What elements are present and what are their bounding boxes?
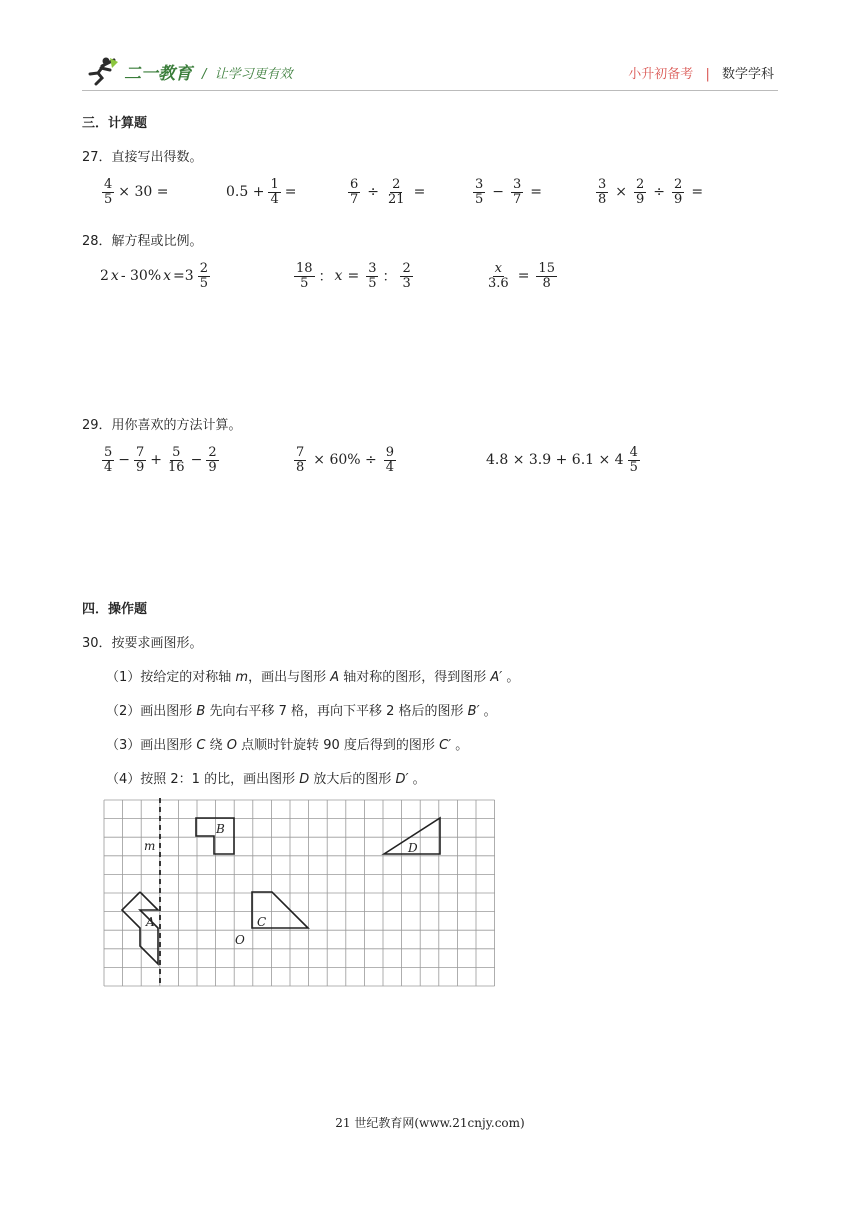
question-27-prompt: 27．直接写出得数。 <box>82 150 203 165</box>
logo-text: 二一教育 <box>124 63 192 84</box>
header-divider: | <box>705 67 710 82</box>
q27-expr-2: 0.5 + $\frac{1}{4}$ = <box>226 177 297 207</box>
q29-expr-3: 4.8 × 3.9 + 6.1 × 4 $\frac{4}{5}$ <box>486 445 638 475</box>
section-title-3: 三．计算题 <box>82 116 148 131</box>
shape-b <box>196 818 234 854</box>
grid-figure <box>100 796 500 990</box>
grid-lines <box>104 800 495 986</box>
q28-expr-3: $\frac{x}{3.6}$ = $\frac{15}{8}$ <box>488 261 555 291</box>
q30-item-4: （4）按照 2：1 的比，画出图形 D 放大后的图形 D′ 。 <box>106 772 426 787</box>
q28-expr-2: $\frac{18}{5}$ ： x = $\frac{3}{5}$ ： $\frac{2}{3}$ <box>296 261 411 291</box>
q28-expr-1: 2 x - 30% x =3 $\frac{2}{5}$ <box>100 261 208 291</box>
section-title-4: 四．操作题 <box>82 602 148 617</box>
header-logo <box>84 56 192 86</box>
header-right <box>628 63 774 82</box>
q29-expr-1: $\frac{5}{4}$ − $\frac{7}{9}$ + $\frac{5}{16}$ − $\frac{2}{9}$ <box>104 445 217 475</box>
question-30-prompt: 30．按要求画图形。 <box>82 636 203 651</box>
q27-expr-1: $\frac{4}{5}$ × 30 = <box>104 177 169 207</box>
header-subject-label: 数学学科 <box>721 67 774 82</box>
question-28-prompt: 28．解方程或比例。 <box>82 234 203 249</box>
q27-expr-5: $\frac{3}{8}$ × $\frac{2}{9}$ ÷ $\frac{2}{9}$ = <box>598 177 704 207</box>
footer-text: 21 世纪教育网(www.21cnjy.com) <box>335 1116 525 1130</box>
slogan-text: 让学习更有效 <box>214 67 293 82</box>
label-o: O <box>235 933 245 947</box>
q27-expr-4: $\frac{3}{5}$ − $\frac{3}{7}$ = <box>475 177 543 207</box>
header-rule <box>82 90 778 91</box>
header-exam-label: 小升初备考 <box>628 67 694 82</box>
q29-expr-2: $\frac{7}{8}$ × 60% ÷ $\frac{9}{4}$ <box>296 445 395 475</box>
label-c: C <box>257 915 267 929</box>
runner-logo-icon <box>84 56 120 86</box>
label-m: m <box>144 839 156 853</box>
q30-item-3: （3）画出图形 C 绕 O 点顺时针旋转 90 度后得到的图形 C′ 。 <box>106 738 469 753</box>
q30-item-2: （2）画出图形 B 先向右平移 7 格，再向下平移 2 格后的图形 B′ 。 <box>106 704 497 719</box>
q30-item-1: （1）按给定的对称轴 m，画出与图形 A 轴对称的图形，得到图形 A′ 。 <box>106 670 520 685</box>
label-a: A <box>146 915 155 929</box>
question-29-prompt: 29．用你喜欢的方法计算。 <box>82 418 242 433</box>
q27-expr-3: $\frac{6}{7}$ ÷ $\frac{2}{21}$ = <box>350 177 426 207</box>
label-d: D <box>408 841 418 855</box>
label-b: B <box>216 822 225 836</box>
slogan: / 让学习更有效 <box>202 67 293 82</box>
